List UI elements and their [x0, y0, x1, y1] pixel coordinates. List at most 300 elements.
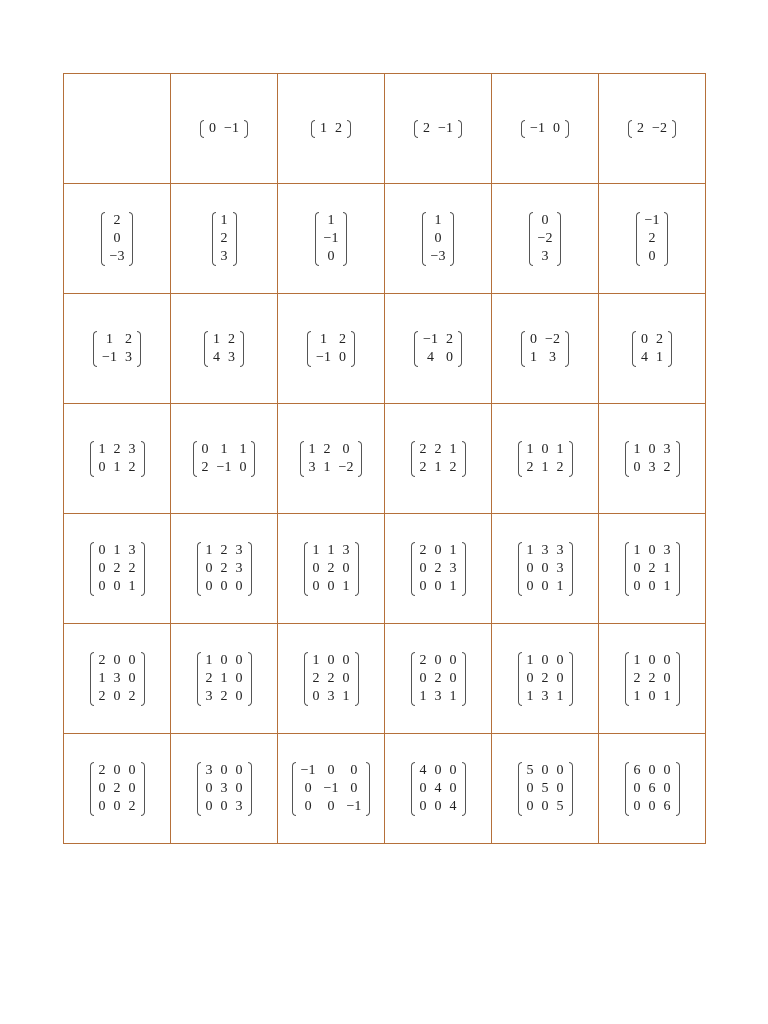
matrix-entry: 1: [220, 212, 228, 228]
matrix-row-entries: [523, 542, 568, 560]
matrix: [204, 331, 244, 367]
matrix: [521, 331, 569, 367]
matrix-entry: 2: [445, 331, 453, 347]
matrix-row-entries: [427, 230, 450, 248]
matrix-entry: 0: [419, 780, 427, 796]
matrix-row-entries: [630, 652, 675, 670]
matrix: [411, 441, 466, 477]
matrix-body: [95, 762, 140, 816]
matrix-entry: 1: [128, 578, 136, 594]
matrix-cell: [492, 74, 599, 184]
matrix-entry: 0: [98, 780, 106, 796]
matrix-entry: 0: [312, 560, 320, 576]
matrix-entry: 1: [312, 542, 320, 558]
matrix-entry: 0: [526, 798, 534, 814]
matrix: [529, 212, 562, 266]
matrix-entry: 0: [113, 798, 121, 814]
matrix-cell: [599, 184, 706, 294]
matrix-row-entries: [641, 230, 664, 248]
matrix-row-entries: [202, 670, 247, 688]
matrix-row-entries: [198, 459, 251, 477]
matrix-entry: −1: [316, 349, 331, 365]
matrix-row-entries: [312, 331, 350, 349]
matrix-entry: 2: [656, 331, 663, 347]
matrix-entry: 0: [663, 670, 671, 686]
matrix-entry: 5: [541, 780, 549, 796]
matrix-entry: 1: [323, 459, 331, 475]
right-paren: [458, 331, 462, 367]
matrix: [197, 652, 252, 706]
matrix-entry: 0: [449, 670, 457, 686]
matrix-row-entries: [320, 212, 343, 230]
matrix-body: [523, 652, 568, 706]
matrix-body: [427, 212, 450, 266]
matrix-entry: 3: [342, 542, 350, 558]
matrix-row-entries: [526, 120, 564, 138]
matrix-entry: 2: [434, 441, 442, 457]
matrix-cell: [599, 624, 706, 734]
matrix-row-entries: [416, 441, 461, 459]
matrix-cell: [171, 184, 278, 294]
matrix-row-entries: [305, 459, 358, 477]
left-paren: [521, 331, 525, 367]
matrix-entry: 3: [541, 542, 549, 558]
matrix-entry: −1: [438, 120, 453, 136]
matrix-entry: 2: [526, 459, 534, 475]
matrix-entry: 0: [449, 762, 457, 778]
left-paren: [197, 542, 201, 596]
matrix-row: [64, 404, 706, 514]
matrix-row-entries: [523, 578, 568, 596]
left-paren: [90, 441, 94, 477]
matrix-entry: 0: [350, 780, 358, 796]
matrix-row-entries: [419, 120, 457, 138]
matrix: [625, 441, 680, 477]
matrix-entry: 2: [312, 670, 320, 686]
matrix-entry: 0: [304, 798, 312, 814]
matrix: [625, 652, 680, 706]
matrix-row-entries: [316, 120, 346, 138]
matrix-entry: 4: [427, 349, 434, 365]
matrix-entry: 4: [641, 349, 648, 365]
matrix-entry: 0: [648, 652, 656, 668]
matrix-row-entries: [523, 560, 568, 578]
matrix-entry: 0: [220, 578, 228, 594]
matrix-body: [630, 441, 675, 477]
matrix-entry: 0: [342, 441, 350, 457]
matrix-entry: 3: [556, 542, 564, 558]
matrix-row-entries: [202, 688, 247, 706]
matrix-row-entries: [95, 688, 140, 706]
matrix-body: [630, 652, 675, 706]
matrix-entry: 0: [113, 578, 121, 594]
matrix-entry: 2: [113, 780, 121, 796]
matrix-entry: 2: [201, 459, 209, 475]
matrix: [292, 762, 371, 816]
matrix-entry: 1: [98, 441, 106, 457]
matrix-entry: 1: [633, 688, 641, 704]
matrix-row-entries: [95, 441, 140, 459]
matrix-body: [630, 762, 675, 816]
matrix: [101, 212, 134, 266]
left-paren: [411, 441, 415, 477]
matrix: [625, 542, 680, 596]
matrix-entry: 2: [98, 652, 106, 668]
matrix-entry: 3: [449, 560, 457, 576]
matrix-body: [305, 441, 358, 477]
matrix-row-entries: [419, 331, 457, 349]
matrix-entry: 2: [98, 688, 106, 704]
matrix-entry: 3: [128, 441, 136, 457]
matrix-entry: 0: [541, 652, 549, 668]
matrix-entry: 2: [113, 560, 121, 576]
matrix-entry: 1: [541, 459, 549, 475]
right-paren: [569, 652, 573, 706]
matrix-entry: 0: [98, 459, 106, 475]
matrix-row-entries: [534, 212, 557, 230]
right-paren: [358, 441, 362, 477]
matrix-entry: 2: [124, 331, 132, 347]
left-paren: [307, 331, 311, 367]
matrix-entry: 0: [556, 652, 564, 668]
matrix-row-entries: [523, 762, 568, 780]
matrix-row-entries: [419, 349, 457, 367]
left-paren: [90, 542, 94, 596]
right-paren: [450, 212, 454, 266]
matrix-row-entries: [427, 212, 450, 230]
matrix-entry: −1: [102, 349, 117, 365]
matrix-body: [637, 331, 667, 367]
matrix-entry: 1: [205, 652, 213, 668]
matrix-cell: [492, 514, 599, 624]
matrix-body: [416, 441, 461, 477]
left-paren: [304, 542, 308, 596]
matrix-body: [534, 212, 557, 266]
matrix: [414, 331, 462, 367]
matrix-entry: 1: [342, 688, 350, 704]
matrix-entry: 2: [113, 212, 121, 228]
right-paren: [676, 441, 680, 477]
right-paren: [248, 652, 252, 706]
matrix: [304, 542, 359, 596]
matrix-row-entries: [523, 670, 568, 688]
matrix-entry: 2: [663, 459, 671, 475]
matrix-entry: 1: [342, 578, 350, 594]
matrix: [307, 331, 355, 367]
matrix-cell: [64, 404, 171, 514]
matrix-row-entries: [630, 688, 675, 706]
matrix-entry: 3: [434, 688, 442, 704]
matrix-entry: 1: [556, 688, 564, 704]
matrix: [197, 762, 252, 816]
matrix-entry: 0: [312, 688, 320, 704]
matrix-entry: 0: [205, 798, 213, 814]
matrix-row-entries: [526, 331, 564, 349]
right-paren: [240, 331, 244, 367]
matrix-cell: [385, 294, 492, 404]
right-paren: [355, 652, 359, 706]
matrix-row-entries: [416, 459, 461, 477]
matrix-entry: −1: [530, 120, 545, 136]
matrix-entry: 0: [633, 780, 641, 796]
matrix-entry: 0: [663, 780, 671, 796]
matrix-entry: 0: [235, 780, 243, 796]
left-paren: [636, 212, 640, 266]
matrix-entry: 3: [308, 459, 316, 475]
matrix-entry: 0: [541, 578, 549, 594]
matrix: [93, 331, 141, 367]
matrix-entry: 2: [338, 331, 346, 347]
matrix-row-entries: [309, 578, 354, 596]
matrix-entry: 1: [526, 688, 534, 704]
matrix-entry: −3: [109, 248, 125, 264]
matrix-row: [64, 514, 706, 624]
matrix-entry: 4: [419, 762, 427, 778]
matrix-entry: 2: [648, 670, 656, 686]
matrix-row: [64, 734, 706, 844]
matrix-row-entries: [526, 349, 564, 367]
matrix-row-entries: [630, 578, 675, 596]
matrix-entry: 2: [419, 441, 427, 457]
matrix-entry: 0: [312, 578, 320, 594]
matrix-cell: [278, 404, 385, 514]
matrix: [212, 212, 237, 266]
matrix-row-entries: [633, 120, 671, 138]
matrix: [200, 120, 248, 138]
matrix-entry: 2: [419, 542, 427, 558]
matrix-entry: 0: [201, 441, 209, 457]
matrix-body: [202, 652, 247, 706]
matrix-entry: 0: [434, 798, 442, 814]
matrix-row-entries: [630, 780, 675, 798]
matrix-entry: 0: [98, 560, 106, 576]
matrix-entry: 1: [526, 542, 534, 558]
matrix-entry: 0: [449, 780, 457, 796]
matrix-entry: 3: [541, 688, 549, 704]
left-paren: [200, 120, 204, 138]
matrix-cell: [385, 184, 492, 294]
matrix-entry: −1: [323, 780, 339, 796]
right-paren: [248, 762, 252, 816]
matrix-entry: 0: [449, 652, 457, 668]
matrix-entry: 6: [633, 762, 641, 778]
matrix-entry: 0: [235, 762, 243, 778]
matrix-entry: 0: [648, 762, 656, 778]
matrix-entry: −1: [216, 459, 232, 475]
matrix-entry: 1: [327, 212, 335, 228]
matrix-entry: 2: [220, 688, 228, 704]
matrix-entry: −2: [545, 331, 560, 347]
matrix-row-entries: [416, 560, 461, 578]
left-paren: [628, 120, 632, 138]
matrix: [625, 762, 680, 816]
matrix-entry: 0: [648, 688, 656, 704]
matrix-row: [64, 624, 706, 734]
matrix-body: [523, 542, 568, 596]
matrix-body: [419, 120, 457, 138]
matrix-cell: [64, 734, 171, 844]
matrix-entry: 1: [449, 578, 457, 594]
matrix-entry: 1: [556, 578, 564, 594]
left-paren: [521, 120, 525, 138]
matrix-entry: 2: [419, 459, 427, 475]
matrix-row-entries: [217, 230, 232, 248]
matrix-entry: 0: [205, 578, 213, 594]
left-paren: [311, 120, 315, 138]
matrix-entry: 0: [648, 578, 656, 594]
matrix-body: [641, 212, 664, 266]
matrix-row-entries: [641, 248, 664, 266]
matrix: [518, 542, 573, 596]
matrix-entry: 0: [327, 798, 335, 814]
matrix-body: [316, 120, 346, 138]
matrix-body: [98, 331, 136, 367]
left-paren: [518, 762, 522, 816]
right-paren: [462, 542, 466, 596]
matrix-row-entries: [106, 248, 129, 266]
matrix-entry: 1: [633, 441, 641, 457]
matrix: [518, 652, 573, 706]
matrix-entry: 3: [648, 459, 656, 475]
matrix-row-entries: [95, 560, 140, 578]
right-paren: [565, 120, 569, 138]
matrix-entry: 5: [556, 798, 564, 814]
matrix-entry: 0: [128, 762, 136, 778]
matrix-entry: 1: [556, 441, 564, 457]
matrix-entry: 0: [419, 578, 427, 594]
matrix-entry: 0: [419, 798, 427, 814]
matrix-body: [217, 212, 232, 266]
left-paren: [625, 441, 629, 477]
left-paren: [518, 652, 522, 706]
matrix-entry: 0: [304, 780, 312, 796]
matrix-row-entries: [523, 441, 568, 459]
matrix-entry: 0: [338, 349, 346, 365]
matrix-entry: 3: [220, 780, 228, 796]
matrix-row-entries: [198, 441, 251, 459]
matrix-entry: 0: [434, 652, 442, 668]
matrix-entry: 2: [327, 560, 335, 576]
matrix-entry: 3: [124, 349, 132, 365]
matrix-entry: 1: [327, 542, 335, 558]
matrix-cell: [599, 734, 706, 844]
matrix-entry: 1: [434, 212, 442, 228]
matrix-entry: 0: [113, 762, 121, 778]
right-paren: [351, 331, 355, 367]
right-paren: [569, 441, 573, 477]
right-paren: [458, 120, 462, 138]
matrix-row-entries: [641, 212, 664, 230]
matrix-entry: 0: [648, 248, 656, 264]
matrix-entry: 1: [312, 652, 320, 668]
left-paren: [632, 331, 636, 367]
matrix-entry: −2: [537, 230, 553, 246]
matrix-row-entries: [320, 230, 343, 248]
matrix: [193, 441, 256, 477]
matrix-entry: 1: [98, 670, 106, 686]
matrix-row-entries: [416, 542, 461, 560]
right-paren: [664, 212, 668, 266]
matrix: [518, 441, 573, 477]
left-paren: [422, 212, 426, 266]
matrix-entry: 2: [541, 670, 549, 686]
right-paren: [565, 331, 569, 367]
matrix-entry: 2: [419, 652, 427, 668]
matrix-entry: 1: [633, 652, 641, 668]
matrix-cell: [64, 294, 171, 404]
matrix-entry: 3: [541, 248, 549, 264]
right-paren: [141, 441, 145, 477]
matrix-cell: [492, 624, 599, 734]
matrix-body: [106, 212, 129, 266]
matrix-row-entries: [106, 230, 129, 248]
matrix-cell: [278, 294, 385, 404]
matrix-entry: 1: [239, 441, 247, 457]
right-paren: [248, 542, 252, 596]
matrix-entry: −1: [346, 798, 362, 814]
matrix-entry: 0: [526, 670, 534, 686]
matrix-row-entries: [630, 762, 675, 780]
matrix-entry: 3: [113, 670, 121, 686]
matrix-row-entries: [106, 212, 129, 230]
matrix-entry: 0: [235, 688, 243, 704]
matrix-entry: 0: [641, 331, 648, 347]
matrix-cell: [599, 294, 706, 404]
matrix-entry: 1: [656, 349, 663, 365]
matrix-entry: 3: [235, 542, 243, 558]
matrix-cell: [599, 404, 706, 514]
matrix-entry: 2: [449, 459, 457, 475]
matrix-grid: [63, 73, 706, 844]
matrix-entry: 0: [209, 120, 217, 136]
matrix-body: [205, 120, 243, 138]
matrix-entry: 0: [633, 578, 641, 594]
left-paren: [90, 762, 94, 816]
matrix: [90, 441, 145, 477]
matrix-entry: −1: [644, 212, 660, 228]
matrix-entry: 0: [633, 798, 641, 814]
matrix-row-entries: [309, 542, 354, 560]
matrix-entry: 3: [228, 349, 235, 365]
matrix-entry: −2: [652, 120, 667, 136]
matrix: [411, 542, 466, 596]
matrix-row: [64, 184, 706, 294]
matrix-body: [309, 652, 354, 706]
matrix-row-entries: [297, 780, 366, 798]
matrix-entry: 3: [327, 688, 335, 704]
matrix-cell: [492, 294, 599, 404]
matrix-entry: 0: [419, 670, 427, 686]
right-paren: [137, 331, 141, 367]
matrix: [411, 652, 466, 706]
matrix-cell: [492, 404, 599, 514]
matrix-entry: 2: [128, 560, 136, 576]
matrix-entry: 0: [205, 560, 213, 576]
left-paren: [204, 331, 208, 367]
matrix-entry: 0: [350, 762, 358, 778]
matrix-entry: 3: [663, 441, 671, 457]
matrix-entry: 3: [205, 762, 213, 778]
matrix-entry: 0: [541, 212, 549, 228]
matrix-cell: [385, 734, 492, 844]
matrix-cell: [278, 624, 385, 734]
matrix-entry: 5: [526, 762, 534, 778]
matrix-body: [202, 542, 247, 596]
matrix-entry: 2: [220, 230, 228, 246]
matrix-entry: 0: [434, 542, 442, 558]
matrix-entry: 0: [113, 688, 121, 704]
matrix-entry: 0: [434, 578, 442, 594]
